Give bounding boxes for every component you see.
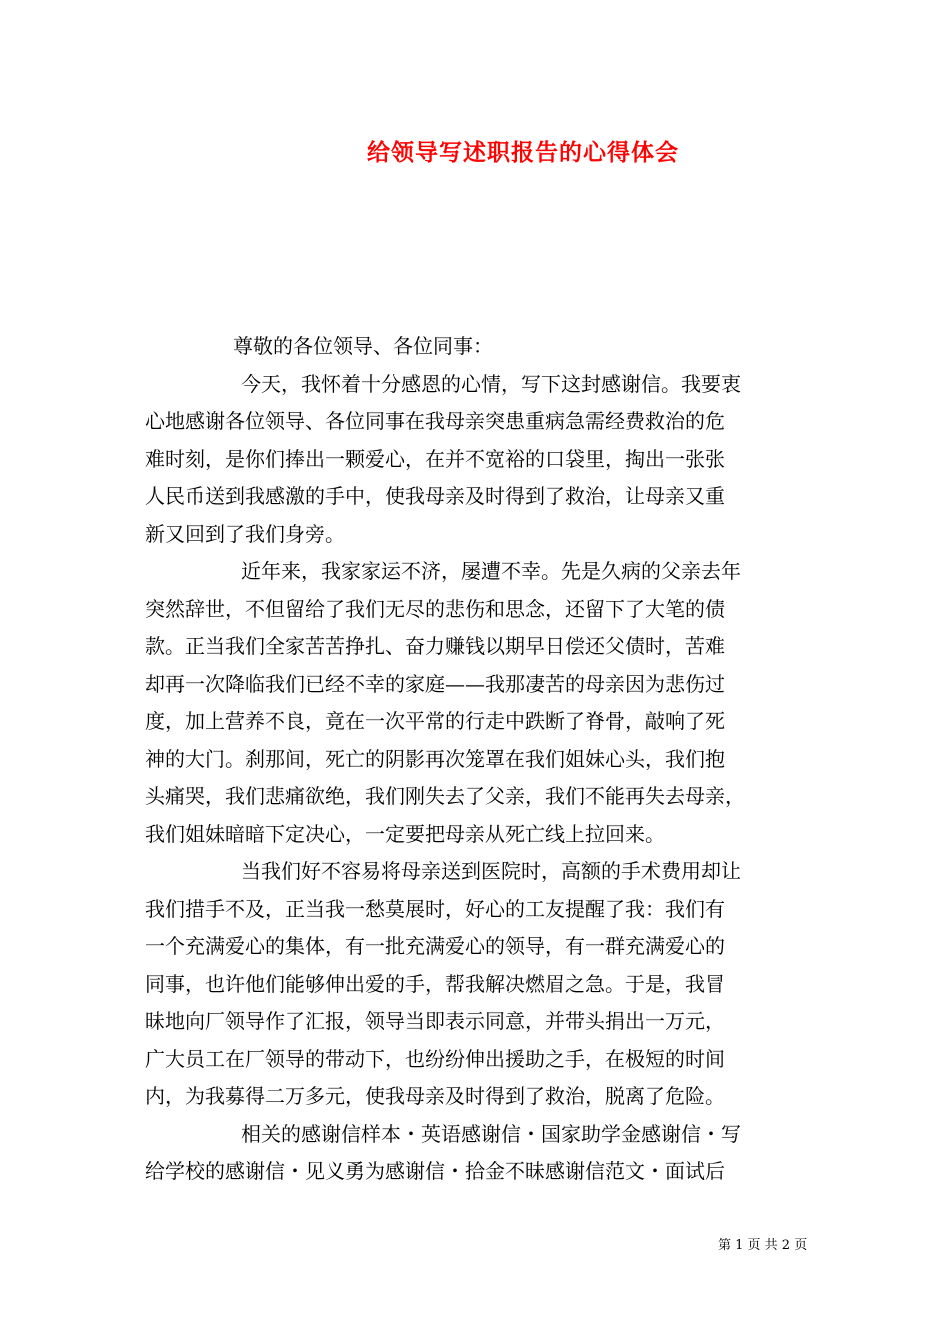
body-line: 款。正当我们全家苦苦挣扎、奋力赚钱以期早日偿还父债时，苦难 <box>145 634 725 658</box>
body-line: 昧地向厂领导作了汇报，领导当即表示同意，并带头捐出一万元， <box>145 1009 725 1033</box>
body-line: 人民币送到我感激的手中，使我母亲及时得到了救治，让母亲又重 <box>145 484 725 508</box>
body-line: 我们姐妹暗暗下定决心，一定要把母亲从死亡线上拉回来。 <box>145 821 665 846</box>
body-line: 近年来，我家家运不济，屡遭不幸。先是久病的父亲去年 <box>241 559 741 583</box>
body-line: 突然辞世，不但留给了我们无尽的悲伤和思念，还留下了大笔的债 <box>145 596 725 621</box>
body-line: 却再一次降临我们已经不幸的家庭——我那凄苦的母亲因为悲伤过 <box>145 671 725 696</box>
body-line: 心地感谢各位领导、各位同事在我母亲突患重病急需经费救治的危 <box>145 409 725 433</box>
body-line: 一个充满爱心的集体，有一批充满爱心的领导，有一群充满爱心的 <box>145 934 725 958</box>
body-line: 给学校的感谢信・见义勇为感谢信・拾金不昧感谢信范文・面试后 <box>145 1159 725 1183</box>
body-line: 广大员工在厂领导的带动下，也纷纷伸出援助之手，在极短的时间 <box>145 1046 725 1071</box>
body-line: 难时刻，是你们捧出一颗爱心，在并不宽裕的口袋里，掏出一张张 <box>145 446 725 471</box>
document-body <box>145 328 813 1191</box>
body-line: 相关的感谢信样本・英语感谢信・国家助学金感谢信・写 <box>241 1121 741 1146</box>
body-line: 内，为我募得二万多元，使我母亲及时得到了救治，脱离了危险。 <box>145 1084 725 1108</box>
body-line: 今天，我怀着十分感恩的心情，写下这封感谢信。我要衷 <box>241 371 741 396</box>
body-line: 度，加上营养不良，竟在一次平常的行走中跌断了脊骨，敲响了死 <box>145 709 725 733</box>
body-line: 我们措手不及，正当我一愁莫展时，好心的工友提醒了我：我们有 <box>145 896 725 921</box>
body-line: 同事，也许他们能够伸出爱的手，帮我解决燃眉之急。于是，我冒 <box>145 971 725 996</box>
body-line: 神的大门。刹那间，死亡的阴影再次笼罩在我们姐妹心头，我们抱 <box>145 746 725 771</box>
body-line: 当我们好不容易将母亲送到医院时，高额的手术费用却让 <box>241 859 741 883</box>
body-line: 头痛哭，我们悲痛欲绝，我们刚失去了父亲，我们不能再失去母亲， <box>145 784 745 808</box>
document-title: 给领导写述职报告的心得体会 <box>367 139 679 166</box>
page-footer: 第 1 页 共 2 页 <box>718 1238 808 1253</box>
body-line: 尊敬的各位领导、各位同事： <box>233 334 493 358</box>
body-line: 新又回到了我们身旁。 <box>145 521 345 546</box>
